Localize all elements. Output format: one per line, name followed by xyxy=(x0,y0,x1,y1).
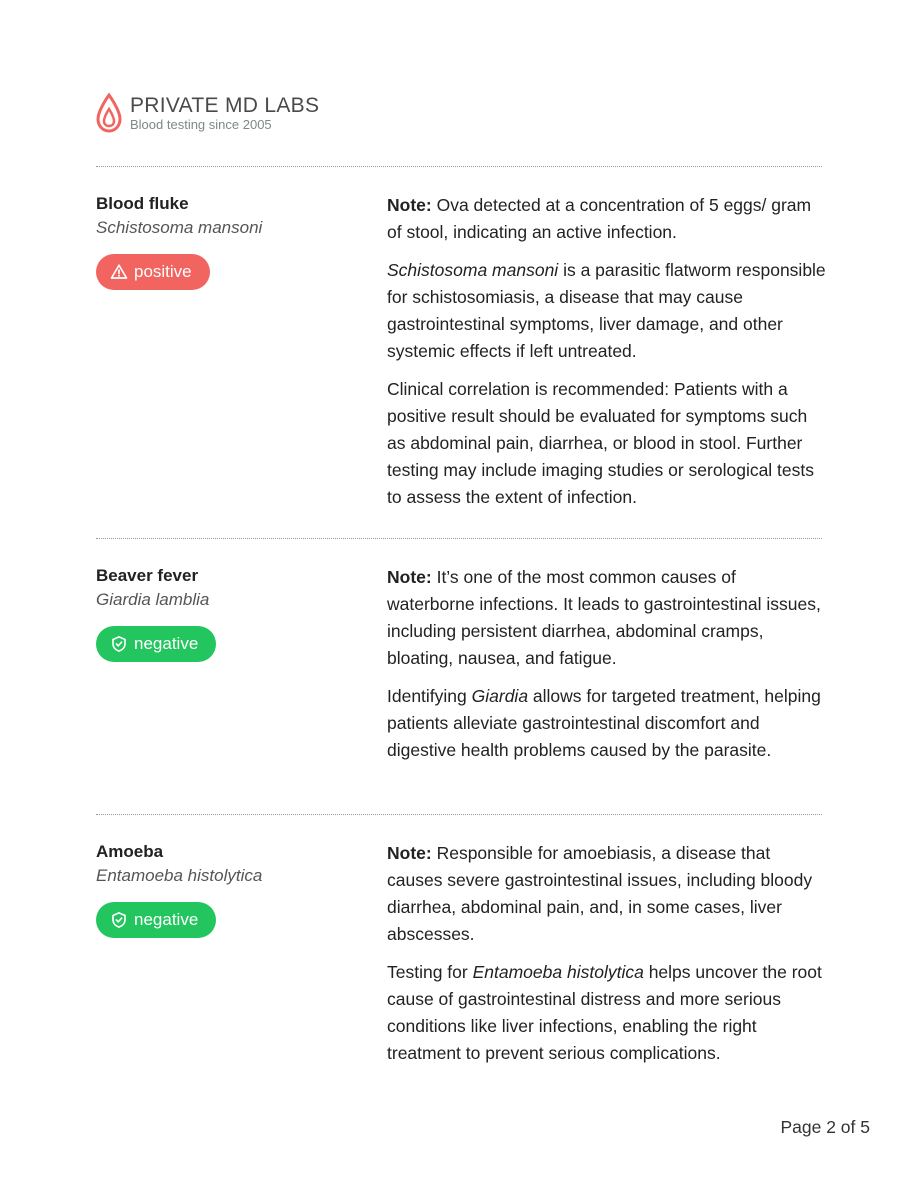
test-notes xyxy=(387,192,827,522)
test-notes xyxy=(387,564,827,775)
note-text: It’s one of the most common causes of waterborne infections. It leads to gastrointestinal issues, including persistent diarrhea, abdominal cramps, bloating, nausea, and fatigue. xyxy=(387,567,821,668)
note-label: Note: xyxy=(387,195,432,215)
status-badge xyxy=(96,626,216,662)
header xyxy=(96,93,319,133)
note-label: Note: xyxy=(387,567,432,587)
test-name: Beaver fever xyxy=(96,566,199,585)
status-label: positive xyxy=(134,262,192,281)
note-label: Note: xyxy=(387,843,432,863)
description-paragraph xyxy=(387,683,827,764)
test-header xyxy=(96,564,356,662)
description-text: is a parasitic flatworm responsible for schistosomiasis, a disease that may cause gastrointestinal symptoms, liver damage, and other systemic effects if left untreated. xyxy=(387,260,826,361)
scientific-name: Giardia lamblia xyxy=(96,590,210,609)
brand-tagline: Blood testing since 2005 xyxy=(130,117,272,132)
test-name: Blood fluke xyxy=(96,194,189,213)
shield-check-icon xyxy=(110,911,128,929)
status-badge xyxy=(96,902,216,938)
organism-name: Giardia xyxy=(471,686,529,706)
test-name: Amoeba xyxy=(96,842,164,861)
description-text: allows for targeted treatment, helping patients alleviate gastrointestinal discomfort and digestive health problems caused by the parasite. xyxy=(387,686,821,760)
page-number: Page 2 of 5 xyxy=(780,1117,870,1137)
note-paragraph xyxy=(387,564,827,672)
description-paragraph xyxy=(387,257,827,365)
logo-text xyxy=(130,94,319,132)
status-label: negative xyxy=(134,634,199,653)
recommendation-paragraph: Clinical correlation is recommended: Patients with a positive result should be evaluated for symptoms such as abdominal pain, diarrhea, or blood in stool. Further testing may include imaging studies or serological tests to assess the extent of infection. xyxy=(387,379,815,507)
scientific-name: Entamoeba histolytica xyxy=(96,866,263,885)
status-label: negative xyxy=(134,910,199,929)
description-lead: Testing for xyxy=(387,962,473,982)
test-header xyxy=(96,192,356,290)
divider xyxy=(96,166,822,167)
note-text: Ova detected at a concentration of 5 eggs/ gram of stool, indicating an active infection. xyxy=(387,195,812,242)
blood-drop-icon xyxy=(96,93,122,133)
note-paragraph xyxy=(387,192,827,246)
status-badge xyxy=(96,254,210,290)
description-lead: Identifying xyxy=(387,686,472,706)
divider xyxy=(96,538,822,539)
organism-name: Schistosoma mansoni xyxy=(387,260,559,280)
brand-name: PRIVATE MD LABS xyxy=(130,94,320,117)
divider xyxy=(96,814,822,815)
test-header xyxy=(96,840,356,938)
description-paragraph xyxy=(387,959,827,1067)
note-text: Responsible for amoebiasis, a disease that causes severe gastrointestinal issues, including bloody diarrhea, abdominal pain, and, in some cases, liver abscesses. xyxy=(387,843,813,944)
description-text: helps uncover the root cause of gastrointestinal distress and more serious conditions like liver infections, enabling the right treatment to prevent serious complications. xyxy=(387,962,822,1063)
organism-name: Entamoeba histolytica xyxy=(472,962,644,982)
scientific-name: Schistosoma mansoni xyxy=(96,218,263,237)
shield-check-icon xyxy=(110,635,128,653)
warning-triangle-icon xyxy=(110,263,128,281)
test-notes xyxy=(387,840,827,1078)
note-paragraph xyxy=(387,840,827,948)
